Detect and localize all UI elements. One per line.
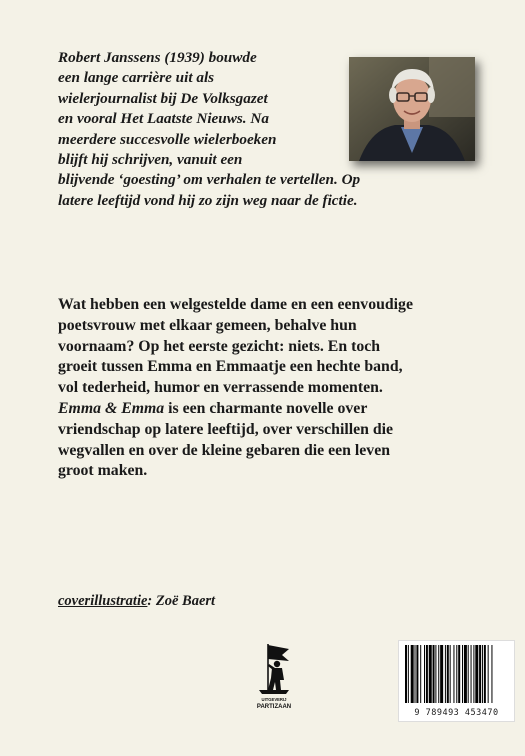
- barcode-bar: [429, 645, 432, 703]
- bio-line: een lange carrière uit als: [58, 69, 215, 87]
- isbn-barcode: [398, 640, 515, 722]
- barcode-bar: [440, 645, 443, 703]
- blurb-line: vriendschap op latere leeftijd, over verschillen die: [58, 420, 394, 438]
- author-photo: [349, 57, 475, 161]
- barcode-bar: [475, 645, 478, 703]
- publisher-line-2: PARTIZAAN: [256, 704, 292, 710]
- bio-line: blijvende ‘goesting’ om verhalen te vertellen. Op: [58, 171, 361, 189]
- barcode-bar: [482, 645, 483, 703]
- barcode-bar: [438, 645, 439, 703]
- blurb-line: vol tederheid, humor en verrassende momenten.: [58, 379, 383, 397]
- barcode-bar: [420, 645, 421, 703]
- publisher-logo: [249, 640, 299, 712]
- barcode-bar: [411, 645, 414, 703]
- barcode-bar: [416, 645, 418, 703]
- barcode-bar: [426, 645, 428, 703]
- blurb-line-rest: is een charmante novelle over: [164, 399, 368, 417]
- barcode-bar: [408, 645, 409, 703]
- blurb-line: poetsvrouw met elkaar gemeen, behalve hun: [58, 316, 357, 334]
- barcode-bar: [450, 645, 451, 703]
- barcode-bars: [399, 641, 514, 707]
- author-portrait-image: [349, 57, 475, 161]
- book-title: Emma & Emma: [58, 399, 165, 417]
- blurb-line: [58, 399, 478, 420]
- back-cover-blurb: [58, 295, 478, 482]
- blurb-line: Wat hebben een welgestelde dame en een eenvoudige: [58, 296, 413, 313]
- barcode-bar: [424, 645, 425, 703]
- barcode-bar: [484, 645, 486, 703]
- barcode-bar: [453, 645, 454, 703]
- barcode-bar: [405, 645, 407, 703]
- credit-name: Zoë Baert: [155, 593, 216, 609]
- barcode-bar: [479, 645, 481, 703]
- barcode-bar: [462, 645, 463, 703]
- barcode-bar: [435, 645, 436, 703]
- barcode-bar: [468, 645, 469, 703]
- bio-line: meerdere succesvolle wielerboeken: [58, 130, 277, 148]
- isbn-number: 9 789493 453470: [414, 708, 499, 718]
- barcode-bar: [488, 645, 489, 703]
- credit-separator: :: [147, 593, 156, 609]
- credit-label: coverillustratie: [58, 593, 148, 609]
- blurb-line: wegvallen en over de kleine gebaren die een leven: [58, 441, 390, 459]
- cover-illustration-credit: [58, 593, 215, 610]
- barcode-bar: [464, 645, 467, 703]
- barcode-bar: [458, 645, 460, 703]
- barcode-bar: [491, 645, 492, 703]
- blurb-line: groeit tussen Emma en Emmaatje een hechte band,: [58, 358, 403, 376]
- bio-line: blijft hij schrijven, vanuit een: [58, 151, 243, 169]
- barcode-bar: [415, 645, 416, 703]
- barcode-bar: [445, 645, 446, 703]
- bio-line: latere leeftijd vond hij zo zijn weg naar de fictie.: [58, 191, 358, 209]
- partizaan-logo-icon: [249, 640, 299, 712]
- blurb-line: voornaam? Op het eerste gezicht: niets. En toch: [58, 337, 381, 355]
- barcode-bar: [471, 645, 472, 703]
- barcode-bar: [473, 645, 474, 703]
- bio-line: en vooral Het Laatste Nieuws. Na: [58, 110, 269, 128]
- bio-line: Robert Janssens (1939) bouwde: [58, 49, 257, 66]
- bio-line: wielerjournalist bij De Volksgazet: [58, 89, 268, 107]
- barcode-bar: [433, 645, 435, 703]
- publisher-line-1: UITGEVERIJ: [261, 697, 287, 702]
- blurb-line: groot maken.: [58, 462, 148, 480]
- barcode-bar: [447, 645, 449, 703]
- barcode-bar: [456, 645, 457, 703]
